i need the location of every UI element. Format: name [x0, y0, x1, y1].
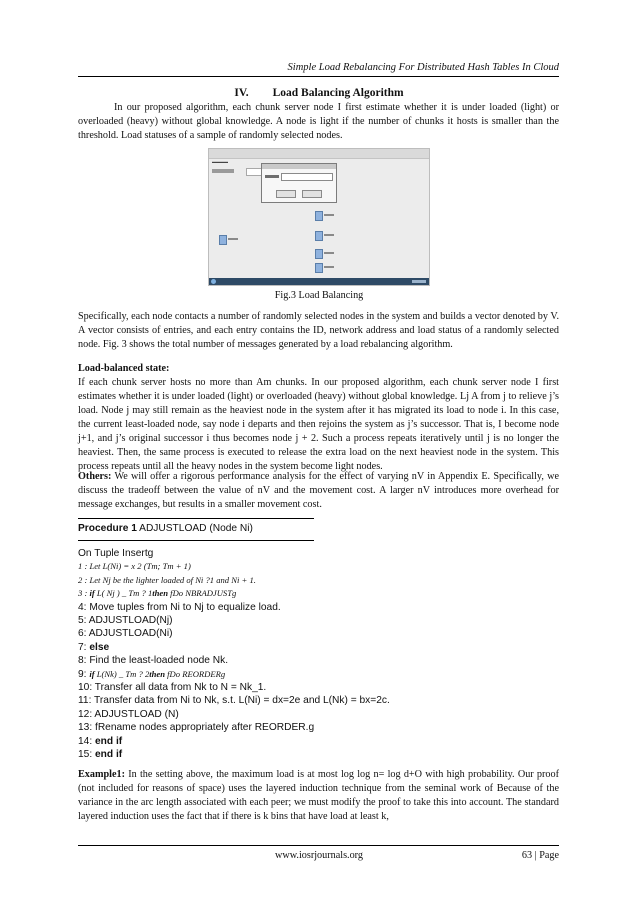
example-body: In the setting above, the maximum load is at most log log n= log d+O with high probability. Our proof (not included for reasons of space) uses the layered induction technique from the seminal work of Because of the variance in the arc length associated with each peer; we must modify the proof to take this into account. The standard layered induction uses the fact that if there is k bins that have load at least k,: [78, 769, 559, 822]
procedure-line: 12: ADJUSTLOAD (N): [78, 708, 179, 720]
running-header: Simple Load Rebalancing For Distributed Hash Tables In Cloud: [287, 62, 559, 73]
figure-dialog-button-ok: [276, 190, 296, 198]
others-paragraph: [78, 470, 559, 512]
procedure-line: 5: ADJUSTLOAD(Nj): [78, 615, 173, 627]
section-title: Load Balancing Algorithm: [272, 87, 404, 99]
procedure-label: Procedure 1: [78, 523, 137, 534]
footer-rule: [78, 845, 559, 846]
others-body: We will offer a rigorous performance analysis for the effect of varying nV in Appendix E. Specifically, we discuss the tradeoff between the value of nV and the movement cost. A larger nV introduces more overhead for message exchanges, but results in a smaller movement cost.: [78, 471, 559, 510]
header-rule: [78, 76, 559, 77]
procedure-line: 15: end if: [78, 749, 123, 761]
example-paragraph: [78, 768, 559, 824]
procedure-line: 8: Find the least-loaded node Nk.: [78, 655, 229, 667]
figure-node-icon: [315, 231, 337, 240]
figure-taskbar: [209, 278, 429, 285]
specifically-text: Specifically, each node contacts a number of randomly selected nodes in the system and builds a vector denoted by V. A vector consists of entries, and each entry contains the ID, network address and load status of a randomly selected node. Fig. 3 shows the total number of messages generated by a load rebalancing algorithm.: [78, 311, 559, 350]
procedure-heading: [78, 522, 559, 535]
procedure-line: 7: else: [78, 641, 110, 653]
procedure-line: 13: fRename nodes appropriately after REORDER.g: [78, 722, 315, 734]
procedure-body: [78, 547, 559, 762]
specifically-paragraph: [78, 310, 559, 352]
figure-dialog-titlebar: [262, 164, 336, 169]
others-text: [78, 470, 559, 512]
procedure-top-rule: [78, 518, 314, 519]
figure-node-icon: [315, 249, 337, 258]
example-text: [78, 768, 559, 824]
load-balanced-text: If each chunk server hosts no more than Am chunks. In our proposed algorithm, each chunk server node I first estimates whether it is under loaded (light) or overloaded (heavy) without global knowledge. Lj A from j to relieve j’s load. Node j may still remain as the heaviest node in the system after it has migrated its load to node i. In this case, the current least-loaded node, say node i departs and then rejoins the system as j’s successor. That is, I become node j+1, and j’s original successor i thus becomes node j + 2. Such a process repeats iteratively until j is no longer the heaviest. Then, the same process is executed to release the extra load on the next heaviest node in the system. This process repeats until all the heavy nodes in the system become light nodes.: [78, 377, 559, 472]
figure-system-tray: [412, 280, 426, 283]
procedure-line: 3 : if L( Nj ) _ Tm ? 1then fDo NBRADJUSTg: [78, 588, 237, 599]
intro-text: In our proposed algorithm, each chunk server node I first estimate whether it is under loaded (light) or overloaded (heavy) without global knowledge. A node is light if the number of chunks it hosts is smaller than the threshold. Load statuses of a sample of randomly selected nodes.: [78, 102, 559, 141]
figure-window-titlebar: [209, 149, 429, 159]
procedure-line: 4: Move tuples from Ni to Nj to equalize load.: [78, 601, 281, 613]
procedure-name: ADJUSTLOAD (Node Ni): [136, 523, 253, 534]
load-balanced-heading: Load-balanced state:: [78, 363, 170, 374]
load-balanced-section: [78, 362, 559, 474]
figure-dialog-field: [281, 173, 333, 181]
procedure-line: 2 : Let Nj be the lighter loaded of Ni ?1 and Ni + 1.: [78, 574, 256, 585]
procedure-line: 9: if L(Nk) _ Tm ? 2then fDo REORDERg: [78, 668, 226, 680]
figure-dialog: [261, 163, 337, 203]
intro-paragraph: [78, 101, 559, 143]
example-label: Example1:: [78, 769, 125, 780]
figure-toolbar-label: [212, 169, 234, 173]
procedure-line: 14: end if: [78, 735, 123, 747]
procedure-line: 1 : Let L(Ni) = x 2 (Tm; Tm + 1): [78, 561, 191, 572]
procedure-line: 10: Transfer all data from Nk to N = Nk_1.: [78, 682, 267, 694]
footer-page-number: 63 | Page: [521, 850, 559, 861]
procedure-line: 6: ADJUSTLOAD(Ni): [78, 628, 173, 640]
figure-screenshot: [208, 148, 430, 286]
section-heading: [0, 87, 638, 99]
figure-dialog-label: [265, 175, 279, 178]
figure-start-icon: [211, 279, 216, 284]
procedure-line: 11: Transfer data from Ni to Nk, s.t. L(Ni) = dx=2e and L(Nk) = bx=2c.: [78, 695, 390, 707]
procedure-line: On Tuple Insertg: [78, 548, 154, 559]
figure-dialog-button-cancel: [302, 190, 322, 198]
figure-node-icon: [315, 211, 337, 220]
figure-caption: Fig.3 Load Balancing: [274, 290, 364, 301]
section-number: IV.: [234, 87, 249, 99]
figure-app-title: ▬▬▬▬: [212, 159, 228, 164]
figure-node-icon: [315, 263, 337, 272]
footer-url: www.iosrjournals.org: [274, 850, 363, 861]
procedure-bottom-rule: [78, 540, 314, 541]
figure-node-icon: [219, 235, 241, 244]
others-label: Others:: [78, 471, 112, 482]
